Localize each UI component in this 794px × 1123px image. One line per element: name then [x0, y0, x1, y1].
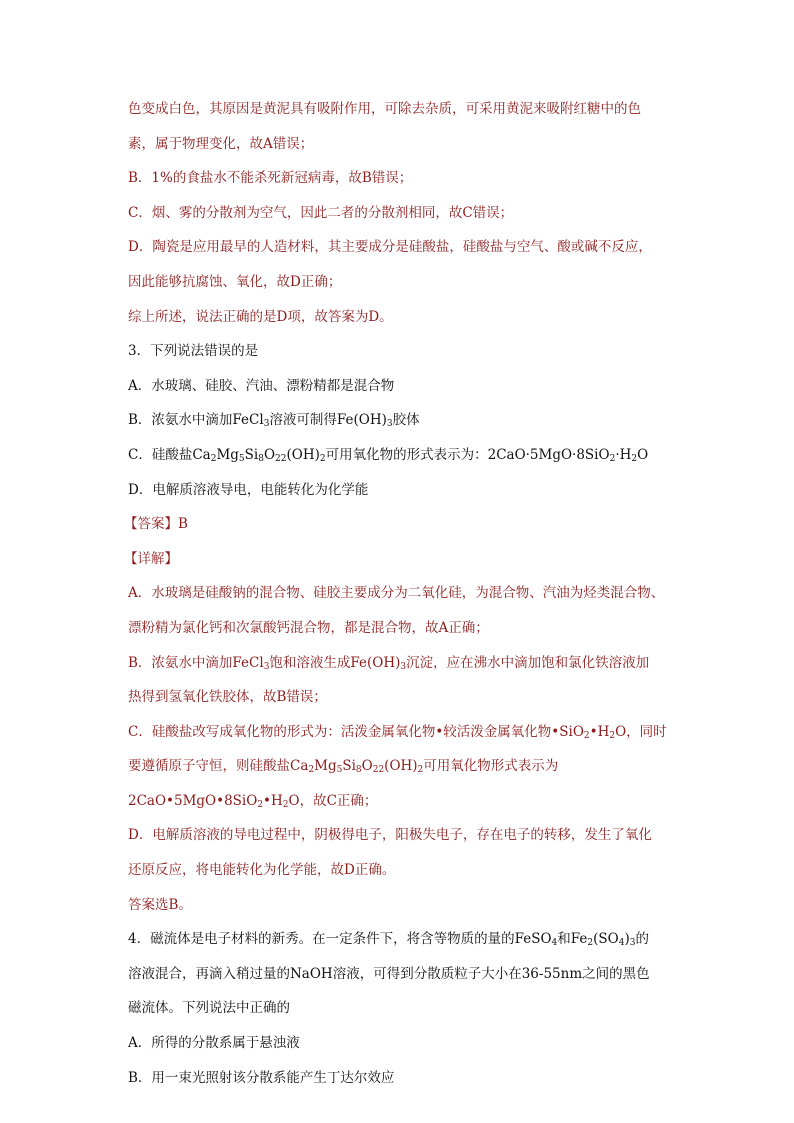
text-segment: B．用一束光照射该分散系能产生丁达尔效应: [128, 1069, 395, 1086]
subscript: 2: [609, 453, 616, 464]
text-segment: 4．磁流体是电子材料的新秀。在一定条件下，将含等物质的量的FeSO: [128, 931, 552, 948]
subscript: 8: [355, 765, 362, 776]
text-segment: 的: [635, 931, 649, 948]
text-line: [128, 438, 676, 473]
text-segment: 漂粉精为氯化钙和次氯酸钙混合物，都是混合物，故A正确；: [128, 619, 489, 636]
text-line: [128, 818, 676, 853]
subscript: 3: [263, 419, 270, 430]
text-line: [128, 749, 676, 784]
text-segment: 溶液混合，再滴入稍过量的NaOH溶液，可得到分散质粒子大小在36-55nm之间的黑色: [128, 965, 650, 982]
text-segment: O，故C正确；: [288, 792, 378, 809]
text-line: [128, 334, 676, 369]
text-segment: 热得到氢氧化铁胶体，故B错误；: [128, 689, 327, 706]
text-segment: Si: [342, 758, 356, 775]
text-line: [128, 853, 676, 888]
text-line: [128, 957, 676, 992]
text-segment: B．浓氨水中滴加FeCl: [128, 654, 264, 671]
text-line: [128, 715, 676, 750]
text-segment: 可用氧化物的形式表示为：2CaO·5MgO·8SiO: [325, 446, 610, 463]
text-segment: Mg: [216, 446, 239, 463]
text-segment: •H: [263, 792, 283, 809]
text-segment: C．烟、雾的分散剂为空气，因此二者的分散剂相同，故C错误；: [128, 204, 514, 221]
text-segment: •H: [589, 723, 610, 740]
text-line: [128, 92, 676, 127]
subscript: 3: [386, 419, 393, 430]
text-segment: 答案选B。: [128, 896, 192, 913]
subscript: 2: [308, 765, 315, 776]
text-segment: B．浓氨水中滴加FeCl: [128, 412, 264, 429]
text-segment: ): [624, 931, 630, 948]
text-segment: B．1%的食盐水不能杀死新冠病毒，故B错误；: [128, 170, 413, 187]
text-line: [128, 611, 676, 646]
text-segment: O: [361, 758, 373, 775]
text-line: [128, 784, 676, 819]
text-segment: 和Fe: [557, 931, 588, 948]
text-line: [128, 922, 676, 957]
text-line: [128, 473, 676, 508]
text-segment: C．硅酸盐改写成氧化物的形式为：活泼金属氧化物•较活泼金属氧化物•SiO: [128, 723, 584, 740]
text-segment: (OH): [384, 758, 418, 775]
subscript: 4: [551, 938, 558, 949]
text-segment: (OH): [286, 446, 320, 463]
subscript: 2: [210, 453, 217, 464]
text-line: [128, 576, 676, 611]
text-line: [128, 369, 676, 404]
subscript: 3: [629, 938, 636, 949]
text-segment: O: [263, 446, 276, 463]
text-line: [128, 127, 676, 162]
subscript: 2: [257, 799, 264, 810]
subscript: 4: [618, 938, 625, 949]
text-segment: D．陶瓷是应用最早的人造材料，其主要成分是硅酸盐，硅酸盐与空气、酸或碱不反应，: [128, 239, 652, 256]
subscript: 2: [583, 730, 590, 741]
text-segment: 综上所述，说法正确的是D项，故答案为D。: [128, 308, 393, 325]
text-segment: 要遵循原子守恒，则硅酸盐Ca: [128, 758, 309, 775]
text-segment: 色变成白色，其原因是黄泥具有吸附作用，可除去杂质，可采用黄泥来吸附红糖中的色: [128, 101, 641, 117]
subscript: 5: [238, 453, 245, 464]
text-segment: O: [637, 446, 649, 463]
text-segment: D．电解质溶液导电，电能转化为化学能: [128, 481, 369, 498]
document-content: [124, 92, 676, 1095]
text-segment: A．水玻璃是硅酸钠的混合物、硅胶主要成分为二氧化硅，为混合物、汽油为烃类混合物、: [128, 585, 665, 602]
text-segment: 【详解】: [124, 550, 178, 567]
subscript: 2: [587, 938, 594, 949]
text-line: [128, 300, 676, 335]
text-segment: 因此能够抗腐蚀、氧化，故D正确；: [128, 273, 342, 290]
text-line: [128, 646, 676, 681]
text-segment: Si: [244, 446, 259, 463]
subscript: 2: [319, 453, 326, 464]
text-line: [128, 1061, 676, 1096]
text-segment: 2CaO•5MgO•8SiO: [128, 792, 258, 809]
subscript: 22: [275, 453, 287, 464]
text-line: [124, 542, 676, 577]
text-line: [128, 888, 676, 923]
subscript: 3: [263, 661, 270, 672]
text-segment: 【答案】B: [124, 516, 188, 533]
subscript: 8: [258, 453, 264, 464]
text-segment: 胶体: [392, 412, 420, 429]
text-line: [128, 403, 676, 438]
text-segment: D．电解质溶液的导电过程中，阴极得电子，阳极失电子，存在电子的转移，发生了氧化: [128, 827, 652, 844]
subscript: 2: [417, 765, 424, 776]
text-line: [128, 230, 676, 265]
subscript: 2: [282, 799, 289, 810]
subscript: 3: [400, 661, 407, 672]
text-segment: A．水玻璃、硅胶、汽油、漂粉精都是混合物: [128, 377, 395, 394]
text-segment: 溶液可制得Fe(OH): [269, 412, 387, 429]
text-segment: (SO: [593, 931, 619, 948]
text-segment: 饱和溶液生成Fe(OH): [269, 654, 401, 671]
text-segment: O，同时: [615, 723, 667, 740]
text-segment: A．所得的分散系属于悬浊液: [128, 1035, 300, 1052]
text-segment: 还原反应，将电能转化为化学能，故D正确。: [128, 862, 396, 879]
text-line: [128, 196, 676, 231]
text-segment: C．硅酸盐Ca: [128, 446, 211, 463]
subscript: 2: [609, 730, 616, 741]
text-line: [128, 265, 676, 300]
text-segment: 可用氧化物形式表示为: [423, 758, 559, 775]
text-line: [128, 680, 676, 715]
subscript: 2: [631, 453, 638, 464]
subscript: 5: [336, 765, 343, 776]
text-segment: 磁流体。下列说法中正确的: [128, 1000, 290, 1017]
text-segment: Mg: [314, 758, 337, 775]
text-segment: 3．下列说法错误的是: [128, 343, 259, 360]
text-line: [128, 991, 676, 1026]
text-line: [128, 161, 676, 196]
text-segment: 沉淀，应在沸水中滴加饱和氯化铁溶液加: [406, 654, 650, 671]
text-segment: ·H: [615, 446, 632, 463]
text-segment: 素，属于物理变化，故A错误；: [128, 135, 314, 152]
text-line: [124, 507, 676, 542]
text-line: [128, 1026, 676, 1061]
subscript: 22: [372, 765, 385, 776]
